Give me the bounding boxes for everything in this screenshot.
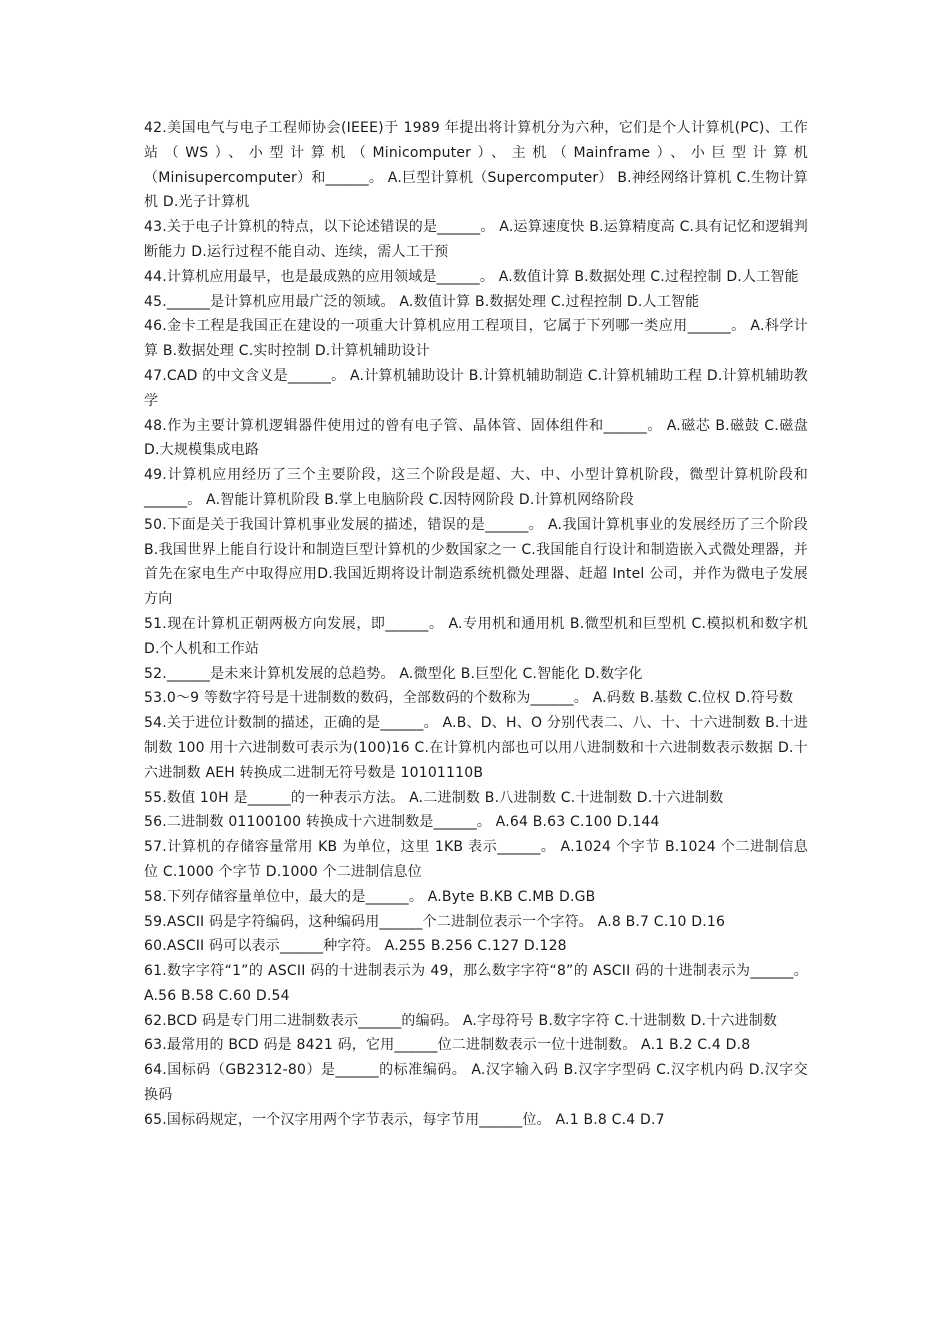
question-60: 60.ASCII 码可以表示______种字符。 A.255 B.256 C.127 D.128 — [144, 938, 567, 955]
question-56: 56.二进制数 01100100 转换成十六进制数是______。 A.64 B.63 C.100 D.144 — [144, 814, 660, 831]
question-53: 53.0～9 等数字符号是十进制数的数码，全部数码的个数称为______。 A.码数 B.基数 C.位权 D.符号数 — [144, 690, 794, 707]
question-45: 45.______是计算机应用最广泛的领域。 A.数值计算 B.数据处理 C.过程控制 D.人工智能 — [144, 293, 700, 310]
question-64: 64.国标码（GB2312-80）是______的标准编码。 A.汉字输入码 B.汉字字型码 C.汉字机内码 D.汉字交换码 — [144, 1062, 808, 1104]
question-62: 62.BCD 码是专门用二进制数表示______的编码。 A.字母符号 B.数字字符 C.十进制数 D.十六进制数 — [144, 1012, 778, 1029]
question-47: 47.CAD 的中文含义是______。 A.计算机辅助设计 B.计算机辅助制造 C.计算机辅助工程 D.计算机辅助教学 — [144, 367, 808, 409]
question-63: 63.最常用的 BCD 码是 8421 码，它用______位二进制数表示一位十进制数。 A.1 B.2 C.4 D.8 — [144, 1037, 751, 1054]
question-57: 57.计算机的存储容量常用 KB 为单位，这里 1KB 表示______。 A.1024 个字节 B.1024 个二进制信息位 C.1000 个字节 D.1000 个二进制信息位 — [144, 839, 808, 880]
question-59: 59.ASCII 码是字符编码，这种编码用______个二进制位表示一个字符。 A.8 B.7 C.10 D.16 — [144, 913, 726, 930]
question-51: 51.现在计算机正朝两极方向发展，即______。 A.专用机和通用机 B.微型机和巨型机 C.模拟机和数字机 D.个人机和工作站 — [144, 615, 808, 657]
question-42: 42.美国电气与电子工程师协会(IEEE)于 1989 年提出将计算机分为六种，它们是个人计算机(PC)、工作站（WS）、小型计算机（Minicomputer）、主机（Mainframe）、小巨型计算机（Minisupercomputer）和______。 A.巨型计算机（Supercomputer） B.神经网络计算机 C.生物计算机 D.光子计算机 — [144, 120, 808, 211]
question-52: 52.______是未来计算机发展的总趋势。 A.微型化 B.巨型化 C.智能化 D.数字化 — [144, 665, 643, 682]
question-48: 48.作为主要计算机逻辑器件使用过的曾有电子管、晶体管、固体组件和______。 A.磁芯 B.磁鼓 C.磁盘 D.大规模集成电路 — [144, 417, 808, 459]
question-65: 65.国标码规定，一个汉字用两个字节表示，每字节用______位。 A.1 B.8 C.4 D.7 — [144, 1111, 665, 1128]
question-55: 55.数值 10H 是______的一种表示方法。 A.二进制数 B.八进制数 C.十进制数 D.十六进制数 — [144, 789, 724, 806]
question-54: 54.关于进位计数制的描述，正确的是______。 A.B、D、H、O 分别代表二、八、十、十六进制数 B.十进制数 100 用十六进制数可表示为(100)16 C.在计算机内部也可以用八进制数和十六进制数表示数据 D.十六进制数 AEH 转换成二进制无符号数是 10101110B — [144, 715, 808, 781]
question-43: 43.关于电子计算机的特点，以下论述错误的是______。 A.运算速度快 B.运算精度高 C.具有记忆和逻辑判断能力 D.运行过程不能自动、连续，需人工干预 — [144, 219, 808, 260]
question-50: 50.下面是关于我国计算机事业发展的描述，错误的是______。 A.我国计算机事业的发展经历了三个阶段 B.我国世界上能自行设计和制造巨型计算机的少数国家之一 C.我国能自行设计和制造嵌入式微处理器，并首先在家电生产中取得应用D.我国近期将设计制造系统机微处理器、赶超 Intel 公司，并作为微电子发展方向 — [144, 516, 808, 608]
question-46: 46.金卡工程是我国正在建设的一项重大计算机应用工程项目，它属于下列哪一类应用______。 A.科学计算 B.数据处理 C.实时控制 D.计算机辅助设计 — [144, 318, 808, 360]
question-61: 61.数字字符“1”的 ASCII 码的十进制表示为 49，那么数字字符“8”的 ASCII 码的十进制表示为______。 A.56 B.58 C.60 D.54 — [144, 963, 808, 1004]
question-44: 44.计算机应用最早，也是最成熟的应用领域是______。 A.数值计算 B.数据处理 C.过程控制 D.人工智能 — [144, 268, 799, 285]
document-page — [144, 116, 808, 1133]
question-58: 58.下列存储容量单位中，最大的是______。 A.Byte B.KB C.MB D.GB — [144, 888, 596, 905]
question-49: 49.计算机应用经历了三个主要阶段，这三个阶段是超、大、中、小型计算机阶段，微型计算机阶段和______。 A.智能计算机阶段 B.掌上电脑阶段 C.因特网阶段 D.计算机网络阶段 — [144, 467, 808, 508]
